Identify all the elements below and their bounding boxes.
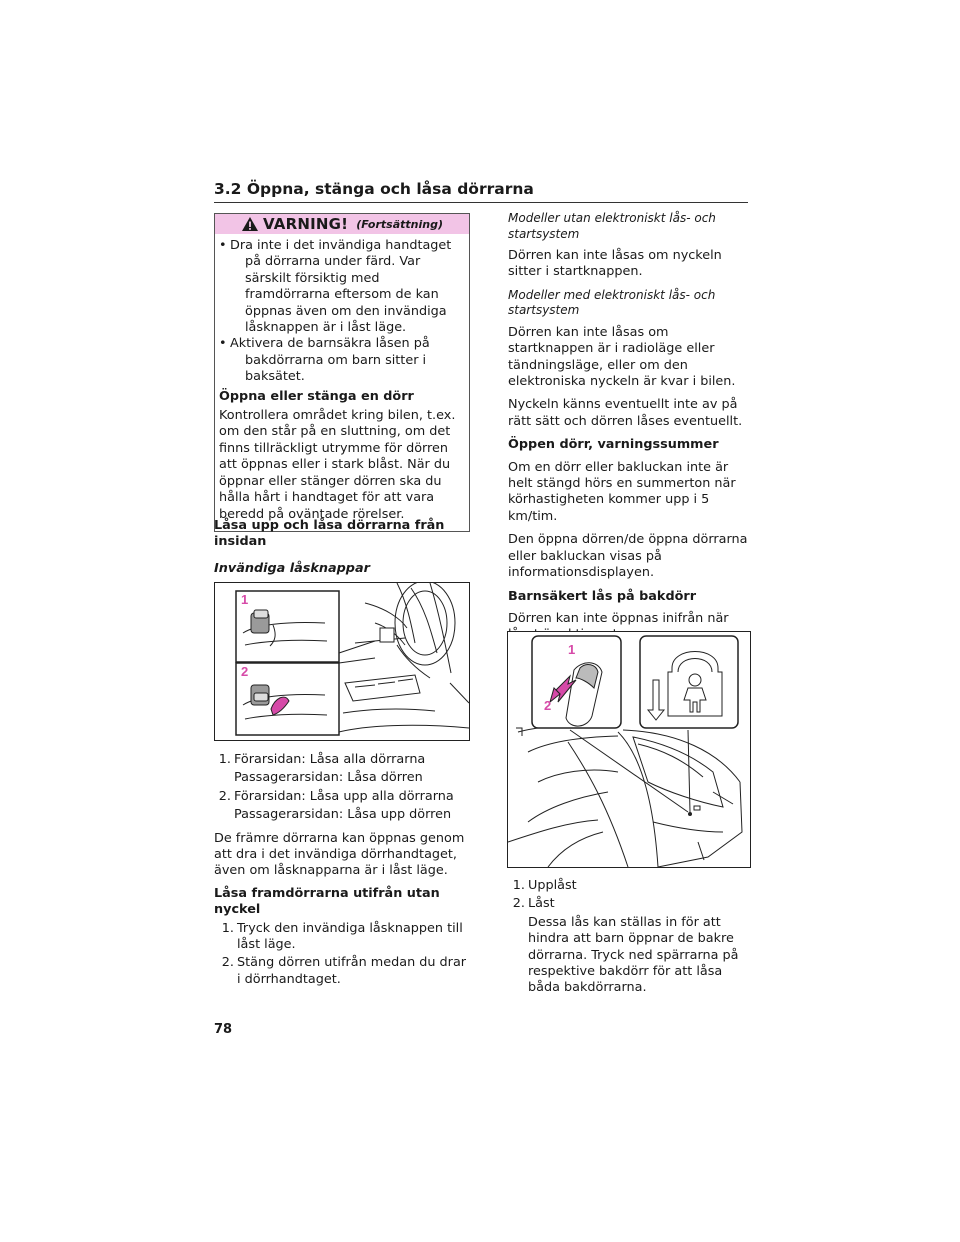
right-caption-1: Modeller utan elektroniskt lås- och startsystem bbox=[508, 211, 716, 241]
warning-bullet-text: Dra inte i det invändiga handtaget på dörrarna under färd. Var särskilt försiktig med framdörrarna eftersom de kan öppnas även om den invändiga låsknappen är i låst läge. bbox=[230, 238, 452, 336]
fig1-label-1: 1 bbox=[241, 592, 249, 607]
list-item bbox=[214, 921, 470, 954]
list-item bbox=[214, 955, 470, 988]
list-item bbox=[214, 789, 470, 805]
right-paragraph-5: Den öppna dörren/de öppna dörrarna eller bakluckan visas på informationsdisplayen. bbox=[508, 532, 748, 581]
left-heading-2: Låsa framdörrarna utifrån utan nyckel bbox=[214, 885, 440, 918]
figure-child-lock bbox=[507, 631, 751, 868]
warning-triangle-icon bbox=[241, 216, 259, 232]
warning-bullet bbox=[219, 238, 464, 336]
item-subtext: Passagerarsidan: Låsa upp dörren bbox=[234, 807, 452, 823]
warning-title: VARNING! bbox=[263, 215, 349, 233]
warning-subheading: Öppna eller stänga en dörr bbox=[219, 388, 414, 404]
warning-paragraph: Kontrollera området kring bilen, t.ex. om den står på en sluttning, om det finns tillräckligt utrymme för dörren att öppnas eller i stark blåst. När du öppnar eller stänger dörren ska du hålla hårt i handtaget för att vara beredd på oväntade rörelser. bbox=[219, 408, 456, 522]
right-paragraph-1: Dörren kan inte låsas om nyckeln sitter i startknappen. bbox=[508, 248, 722, 280]
item-number: 1. bbox=[218, 752, 231, 767]
item-text: Stäng dörren utifrån medan du drar i dörrhandtaget. bbox=[237, 955, 467, 987]
item-number: 2. bbox=[221, 955, 234, 971]
section-header bbox=[214, 180, 748, 198]
page-number: 78 bbox=[214, 1022, 233, 1037]
item-text: Låst bbox=[528, 896, 555, 912]
list-item bbox=[508, 878, 750, 894]
bullet-dot: • bbox=[219, 336, 227, 352]
right-caption-2: Modeller med elektroniskt lås- och startsystem bbox=[508, 287, 716, 318]
item-number: 1. bbox=[221, 920, 234, 936]
right-paragraph-2: Dörren kan inte låsas om startknappen är i radioläge eller tändningsläge, eller om den elektroniska nyckeln är kvar i bilen. bbox=[508, 324, 736, 390]
item-subtext: Passagerarsidan: Låsa dörren bbox=[234, 770, 423, 786]
list-item bbox=[214, 752, 470, 768]
left-heading: Låsa upp och låsa dörrarna från insidan bbox=[214, 518, 445, 550]
warning-body bbox=[215, 234, 469, 531]
right-heading-2: Barnsäkert lås på bakdörr bbox=[508, 588, 697, 604]
lock-buttons-illustration bbox=[215, 583, 469, 740]
figure-lock-buttons bbox=[214, 582, 470, 741]
item-subtext: Dessa lås kan ställas in för att hindra att barn öppnar de bakre dörrarna. Tryck ned spärrarna på respektive bakdörr för att låsa båda bakdörrarna. bbox=[528, 914, 739, 996]
warning-continued: (Fortsättning) bbox=[356, 217, 443, 231]
fig2-label-1: 1 bbox=[568, 642, 576, 657]
right-column-body bbox=[508, 211, 750, 644]
item-number: 2. bbox=[512, 896, 525, 912]
right-paragraph-6: Dörren kan inte öppnas inifrån när bbox=[508, 610, 729, 626]
left-paragraph: De främre dörrarna kan öppnas genom att dra i det invändiga dörrhandtaget, även om låsknapparna är i låst läge. bbox=[214, 830, 465, 879]
item-text: Förarsidan: Låsa alla dörrarna bbox=[234, 752, 426, 767]
right-paragraph-4: Om en dörr eller bakluckan inte är helt stängd hörs en summerton när körhastigheten kommer upp i 5 km/tim. bbox=[508, 459, 736, 524]
item-text: Upplåst bbox=[528, 878, 577, 893]
item-text: Tryck den invändiga låsknappen till låst läge. bbox=[237, 920, 463, 953]
right-heading-1: Öppen dörr, varningssummer bbox=[508, 437, 719, 453]
warning-bullet bbox=[219, 336, 464, 385]
warning-box bbox=[214, 213, 470, 532]
fig2-label-2: 2 bbox=[544, 698, 552, 713]
left-column-heading-block bbox=[214, 518, 470, 577]
warning-header bbox=[215, 214, 469, 234]
item-text: Förarsidan: Låsa upp alla dörrarna bbox=[234, 788, 454, 804]
list-item bbox=[508, 896, 750, 912]
right-paragraph-3: Nyckeln känns eventuellt inte av på rätt sätt och dörren låses eventuellt. bbox=[508, 397, 743, 429]
item-number: 2. bbox=[218, 788, 231, 804]
warning-bullet-text: Aktivera de barnsäkra låsen på bakdörrarna om barn sitter i baksätet. bbox=[230, 336, 430, 385]
left-subheading: Invändiga låsknappar bbox=[214, 560, 370, 576]
item-number: 1. bbox=[512, 878, 525, 893]
section-title: 3.2 Öppna, stänga och låsa dörrarna bbox=[214, 180, 534, 198]
left-column-body bbox=[214, 752, 470, 988]
bullet-dot: • bbox=[219, 238, 227, 253]
header-rule bbox=[214, 202, 748, 203]
fig1-label-2: 2 bbox=[241, 664, 249, 679]
child-lock-illustration bbox=[508, 632, 750, 867]
right-column-list bbox=[508, 878, 750, 997]
